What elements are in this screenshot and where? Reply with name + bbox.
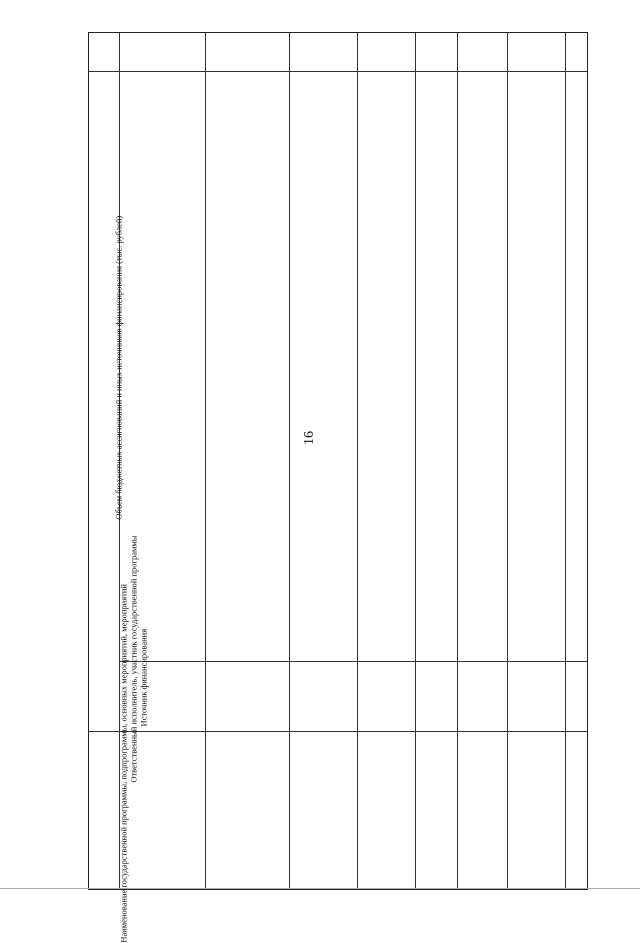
bottom-rule xyxy=(0,888,640,889)
row-divider xyxy=(89,731,587,732)
header-responsible: Ответственный исполнитель, участник государственной программы xyxy=(128,535,139,783)
page-number: 16 xyxy=(302,431,317,445)
header-source: Источник финансирования xyxy=(138,628,149,727)
row-divider xyxy=(89,71,587,72)
col-divider xyxy=(415,33,416,889)
col-divider xyxy=(457,33,458,889)
header-group-title: Объем бюджетных ассигнований и иных источников финансирования (тыс. рублей) xyxy=(113,215,124,520)
col-divider xyxy=(205,33,206,889)
row-divider xyxy=(119,661,587,662)
header-name: Наименование государственной программы, подпрограммы, основных мероприятий, мероприятий xyxy=(118,584,129,943)
col-divider xyxy=(357,33,358,889)
budget-table xyxy=(88,32,588,943)
col-divider xyxy=(289,33,290,889)
col-divider xyxy=(565,33,566,889)
col-divider xyxy=(507,33,508,889)
